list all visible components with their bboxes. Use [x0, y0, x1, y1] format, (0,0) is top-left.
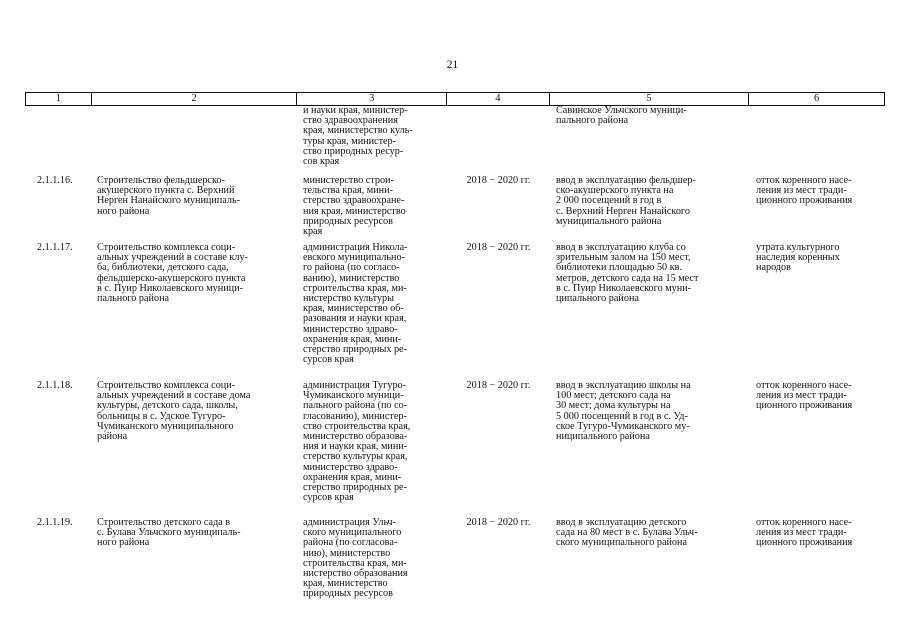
executors-line: администрация Ульч-	[303, 517, 396, 528]
expected-result-cell	[550, 176, 750, 237]
expected-result-line: ввод в эксплуатацию фельдшер-	[556, 175, 696, 186]
executors-line: района (по согласова-	[303, 537, 398, 549]
table-row	[25, 518, 885, 600]
activity-name-line: Нерген Нанайского муниципаль-	[97, 195, 240, 207]
activity-name-line: ного района	[97, 537, 150, 549]
risk-cell	[750, 243, 885, 365]
executors-line: стерство здравоохране-	[303, 195, 405, 207]
executors-cell	[297, 176, 447, 237]
expected-result-line: в с. Пуир Николаевского муни-	[556, 282, 692, 294]
activity-name-line: Строительство комплекса соци-	[97, 242, 236, 253]
risk-line: ления из мест тради-	[756, 527, 847, 539]
column-header-2: 2	[92, 93, 298, 105]
page-number: 21	[446, 59, 459, 71]
risk-cell	[750, 176, 885, 237]
risk-line: ления из мест тради-	[756, 185, 847, 197]
activity-name-cell	[91, 176, 297, 237]
risk-line: отток коренного насе-	[756, 517, 852, 528]
executors-line: строительства края, ми-	[303, 557, 407, 569]
row-number-text: 2.1.1.19.	[37, 517, 73, 528]
expected-result-line: ского муниципального района	[556, 537, 687, 549]
executors-line: администрация Никола-	[303, 242, 408, 253]
period-cell	[447, 518, 550, 600]
expected-result-line: метров, детского сада на 15 мест	[556, 272, 699, 284]
risk-line: ционного проживания	[756, 400, 853, 412]
activity-name-cell	[91, 243, 297, 365]
executors-line: администрация Тугуро-	[303, 380, 407, 391]
expected-result-line: с. Верхний Нерген Нанайского	[556, 205, 690, 217]
column-header-6: 6	[814, 93, 820, 104]
expected-result-line: пального района	[556, 115, 629, 127]
expected-result-cell	[550, 518, 750, 600]
executors-line: строительства края, ми-	[303, 282, 407, 294]
activity-name-line: района	[97, 431, 128, 443]
executors-line: стерство природных ре-	[303, 344, 407, 356]
activity-name-line: акушерского пункта с. Верхний	[97, 185, 235, 197]
executors-line: го района (по согласо-	[303, 262, 400, 274]
executors-line: края, министерство куль-	[303, 125, 413, 137]
table-header-row	[25, 92, 885, 106]
column-header-3: 3	[297, 93, 447, 105]
activity-name-line: альных учреждений в составе клу-	[97, 252, 248, 264]
activity-name-line: пального района	[97, 293, 170, 305]
executors-line: охранения края, мини-	[303, 333, 402, 345]
executors-line: нистерство образования	[303, 568, 408, 580]
risk-cell	[750, 381, 885, 503]
executors-line: ния и науки края, мини-	[303, 441, 408, 453]
activity-name-cell	[91, 381, 297, 503]
row-number-text: 2.1.1.16.	[37, 175, 73, 186]
executors-line: ния края, министерство	[303, 205, 406, 217]
executors-line: и науки края, министер-	[303, 105, 408, 116]
row-number-cell	[25, 381, 91, 503]
table-row	[25, 243, 885, 365]
executors-line: природных ресурсов	[303, 215, 393, 227]
activity-name-line: ба, библиотеки, детского сада,	[97, 262, 229, 274]
executors-line: евского муниципально-	[303, 252, 405, 264]
risk-line: отток коренного насе-	[756, 175, 852, 186]
executors-line: края	[303, 226, 323, 238]
risk-line: ления из мест тради-	[756, 390, 847, 402]
expected-result-line: ципального района	[556, 293, 639, 305]
period-text: 2018 − 2020 гг.	[466, 175, 531, 186]
executors-line: края, министерство об-	[303, 303, 404, 315]
expected-result-cell	[550, 243, 750, 365]
executors-line: Чумиканского муници-	[303, 390, 404, 402]
activity-name-line: культуры, детского сада, школы,	[97, 400, 238, 412]
expected-result-line: библиотеки площадью 50 кв.	[556, 262, 683, 274]
executors-line: разования и науки края,	[303, 313, 407, 325]
executors-line: пального района (по со-	[303, 400, 408, 412]
activity-name-line: Строительство детского сада в	[97, 517, 231, 528]
executors-line: министерство строи-	[303, 175, 394, 186]
period-text: 2018 − 2020 гг.	[466, 380, 531, 391]
risk-line: ционного проживания	[756, 537, 853, 549]
executors-line: тельства края, мини-	[303, 185, 393, 197]
expected-result-cell	[550, 381, 750, 503]
period-cell	[447, 176, 550, 237]
risk-line: отток коренного насе-	[756, 380, 852, 391]
period-cell	[447, 381, 550, 503]
risk-cell	[750, 518, 885, 600]
executors-line: стерство культуры края,	[303, 451, 408, 463]
expected-result-line: 2 000 посещений в год в	[556, 195, 662, 207]
activity-name-line: фельдшерско-акушерского пункта	[97, 272, 246, 284]
executors-line: нию), министерство	[303, 547, 391, 559]
executors-cell	[297, 518, 447, 600]
column-header-5: 5	[550, 93, 750, 105]
activity-name-line: альных учреждений в составе дома	[97, 390, 251, 402]
executors-line: ского муниципального	[303, 527, 402, 539]
executors-line: министерство здраво-	[303, 323, 398, 335]
risk-cell	[750, 106, 885, 167]
executors-line: сурсов края	[303, 354, 354, 366]
activity-name-cell	[91, 106, 297, 167]
expected-result-line: 100 мест; детского сада на	[556, 390, 671, 402]
executors-cell	[297, 243, 447, 365]
executors-line: нистерство культуры	[303, 293, 394, 305]
expected-result-line: ввод в эксплуатацию клуба со	[556, 242, 686, 253]
row-number-cell	[25, 243, 91, 365]
activity-name-line: в с. Пуир Николаевского муници-	[97, 282, 243, 294]
row-number-text: 2.1.1.17.	[37, 242, 73, 253]
row-number-cell	[25, 106, 91, 167]
executors-line: сурсов края	[303, 492, 354, 504]
executors-line: стерство природных ре-	[303, 482, 407, 494]
period-text: 2018 − 2020 гг.	[466, 242, 531, 253]
executors-line: природных ресурсов	[303, 588, 393, 600]
expected-result-line: ское Тугуро-Чумиканского му-	[556, 420, 690, 432]
activity-name-line: Строительство комплекса соци-	[97, 380, 236, 391]
expected-result-line: сада на 80 мест в с. Булава Ульч-	[556, 527, 698, 539]
executors-cell	[297, 106, 447, 167]
executors-line: охранения края, мини-	[303, 471, 402, 483]
table-row	[25, 106, 885, 167]
executors-line: ство природных ресур-	[303, 145, 404, 157]
row-number-cell	[25, 518, 91, 600]
expected-result-line: зрительным залом на 150 мест,	[556, 252, 691, 264]
row-number-cell	[25, 176, 91, 237]
column-header-1: 1	[26, 93, 92, 105]
period-text: 2018 − 2020 гг.	[466, 517, 531, 528]
activity-name-line: больницы в с. Удское Тугуро-	[97, 410, 226, 422]
activity-name-cell	[91, 518, 297, 600]
table-row	[25, 381, 885, 503]
executors-line: министерство здраво-	[303, 461, 398, 473]
activity-name-line: Чумиканского муниципального	[97, 420, 234, 432]
expected-result-line: 30 мест; дома культуры на	[556, 400, 671, 412]
period-cell	[447, 243, 550, 365]
activity-name-line: ного района	[97, 205, 150, 217]
executors-line: ство строительства края,	[303, 420, 411, 432]
expected-result-line: 5 000 посещений в год в с. Уд-	[556, 410, 688, 422]
column-header-4: 4	[447, 93, 550, 105]
activity-name-line: Строительство фельдшерско-	[97, 175, 225, 186]
executors-line: ванию), министерство	[303, 272, 400, 284]
expected-result-line: Савинское Ульчского муници-	[556, 105, 687, 116]
risk-line: народов	[756, 262, 791, 274]
expected-result-cell	[550, 106, 750, 167]
risk-line: наследия коренных	[756, 252, 840, 264]
executors-line: сов края	[303, 156, 340, 168]
risk-line: ционного проживания	[756, 195, 853, 207]
period-cell	[447, 106, 550, 167]
executors-line: туры края, министер-	[303, 135, 397, 147]
table-row	[25, 176, 885, 237]
expected-result-line: ввод в эксплуатацию детского	[556, 517, 687, 528]
executors-line: министерство образова-	[303, 431, 408, 443]
expected-result-line: ниципального района	[556, 431, 650, 443]
row-number-text: 2.1.1.18.	[37, 380, 73, 391]
risk-line: утрата культурного	[756, 242, 840, 253]
expected-result-line: ско-акушерского пункта на	[556, 185, 674, 197]
expected-result-line: муниципального района	[556, 215, 662, 227]
executors-line: края, министерство	[303, 578, 388, 590]
activity-name-line: с. Булава Ульчского муниципаль-	[97, 527, 241, 539]
expected-result-line: ввод в эксплуатацию школы на	[556, 380, 691, 391]
executors-line: ство здравоохранения	[303, 115, 398, 127]
executors-line: гласованию), министер-	[303, 410, 407, 422]
executors-cell	[297, 381, 447, 503]
